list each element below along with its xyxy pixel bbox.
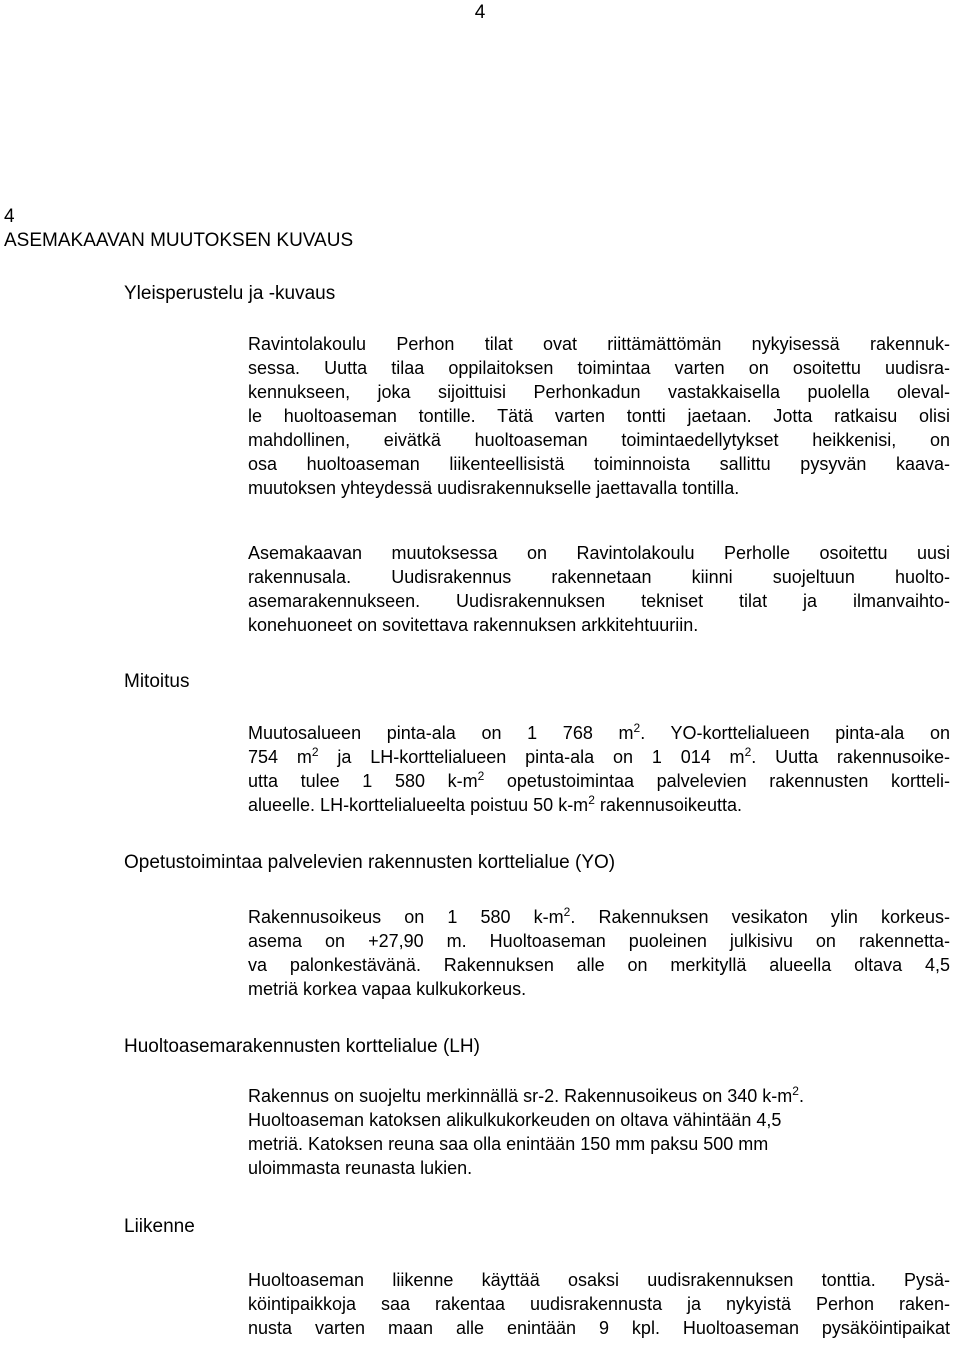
subheading-liikenne: Liikenne <box>124 1216 195 1237</box>
text-line: Rakennus on suojeltu merkinnällä sr-2. Rakennusoikeus on 340 $k-m^2$. <box>248 1084 804 1106</box>
section-number: 4 <box>4 206 15 227</box>
superscript-two: 2 <box>477 769 485 783</box>
paragraph-yo-block <box>248 905 950 1001</box>
text-line: metriä. Katoksen reuna saa olla enintään 150 mm paksu 500 mm <box>248 1134 769 1154</box>
superscript-two: 2 <box>311 745 319 759</box>
subheading-lh-block: Huoltoasemarakennusten korttelialue (LH) <box>124 1036 480 1057</box>
superscript-two: 2 <box>588 793 595 807</box>
subheading-yo-block: Opetustoimintaa palvelevien rakennusten korttelialue (YO) <box>124 852 616 873</box>
paragraph-building-area <box>248 541 950 637</box>
paragraph-traffic <box>248 1268 950 1340</box>
text-line: mahdollinen, eivätkä huoltoaseman toimintaedellytykset heikkenisi, on <box>248 430 950 450</box>
superscript-two: 2 <box>792 1084 799 1098</box>
paragraph-general-description <box>248 332 950 500</box>
text-line: va palonkestävänä. Rakennuksen alle on merkityllä alueella oltava 4,5 <box>248 955 950 975</box>
paragraph-lh-block <box>248 1084 950 1180</box>
text-line: köintipaikkoja saa rakentaa uudisrakennusta ja nykyistä Perhon raken- <box>248 1294 950 1314</box>
text-line: Huoltoaseman katoksen alikulkukorkeuden on oltava vähintään 4,5 <box>248 1110 782 1130</box>
text-line: metriä korkea vapaa kulkukorkeus. <box>248 979 527 999</box>
text-line: Huoltoaseman liikenne käyttää osaksi uudisrakennuksen tonttia. Pysä- <box>248 1270 950 1290</box>
text-line: Ravintolakoulu Perhon tilat ovat riittämättömän nykyisessä rakennuk- <box>248 334 950 354</box>
text-line: konehuoneet on sovitettava rakennuksen arkkitehtuuriin. <box>248 615 699 635</box>
text-line: rakennusala. Uudisrakennus rakennetaan kiinni suojeltuun huolto- <box>248 567 950 587</box>
page-number: 4 <box>474 2 486 23</box>
text-line: nusta varten maan alle enintään 9 kpl. Huoltoaseman pysäköintipaikat <box>248 1318 950 1338</box>
text-line: Asemakaavan muutoksessa on Ravintolakoulu Perholle osoitettu uusi <box>248 543 950 563</box>
text-line: asema on +27,90 m. Huoltoaseman puoleinen julkisivu on rakennetta- <box>248 931 950 951</box>
text-line: 754 $m^2$ ja LH-korttelialueen pinta-ala on 1 014 $m^2$. Uutta rakennusoike- <box>248 745 950 767</box>
text-line: asemarakennukseen. Uudisrakennuksen tekniset tilat ja ilmanvaihto- <box>248 591 950 611</box>
text-line: kennukseen, joka sijoittuisi Perhonkadun vastakkaisella puolella oleval- <box>248 382 950 402</box>
text-line: alueelle. LH-korttelialueelta poistuu 50 $k-m^2$ rakennusoikeutta. <box>248 793 742 815</box>
section-title: ASEMAKAAVAN MUUTOKSEN KUVAUS <box>4 230 354 251</box>
text-line: sessa. Uutta tilaa oppilaitoksen toimintaa varten on osoitettu uudisra- <box>248 358 950 378</box>
text-line: Rakennusoikeus on 1 580 $k-m^2$. Rakennuksen vesikaton ylin korkeus- <box>248 905 951 927</box>
text-line: osa huoltoaseman liikenteellisistä toiminnoista sallittu pysyvän kaava- <box>248 454 950 474</box>
text-line: uloimmasta reunasta lukien. <box>248 1158 473 1178</box>
subheading-yleisperustelu: Yleisperustelu ja -kuvaus <box>124 283 336 304</box>
text-line: Muutosalueen pinta-ala on 1 768 $m^2$. YO-korttelialueen pinta-ala on <box>248 721 950 743</box>
subheading-mitoitus: Mitoitus <box>124 671 190 692</box>
superscript-two: 2 <box>744 745 752 759</box>
text-line: utta tulee 1 580 $k-m^2$ opetustoimintaa palvelevien rakennusten kortteli- <box>248 769 950 791</box>
paragraph-dimensioning <box>248 721 950 817</box>
superscript-two: 2 <box>563 905 571 919</box>
text-line: le huoltoaseman tontille. Tätä varten tontti jaetaan. Jotta ratkaisu olisi <box>248 406 950 426</box>
text-line: muutoksen yhteydessä uudisrakennukselle jaettavalla tontilla. <box>248 478 740 498</box>
superscript-two: 2 <box>633 721 641 735</box>
